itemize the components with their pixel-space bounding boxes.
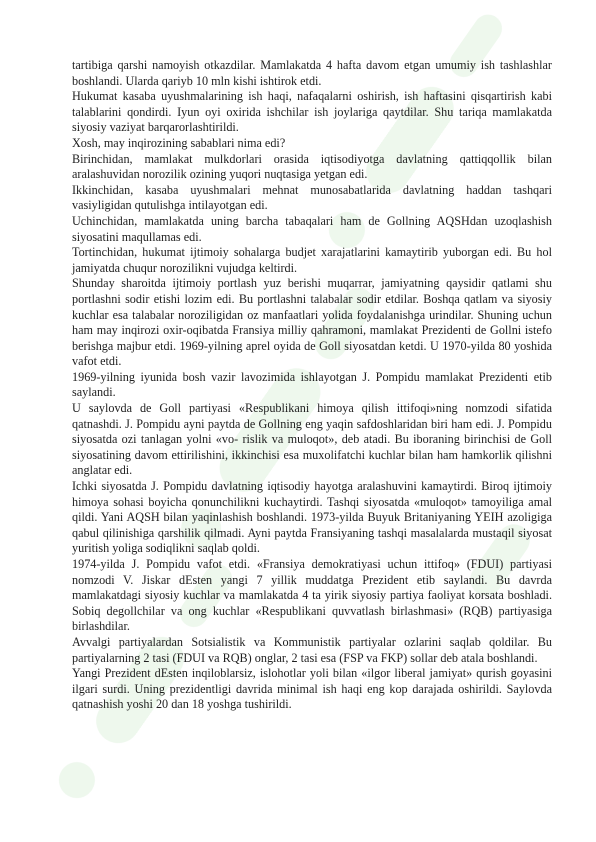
paragraph: Avvalgi partiyalardan Sotsialistik va Kommunistik partiyalar ozlarini saqlab qoldilar. Bu partiyalarning 2 tasi (FDUI va RQB) onglar, 2 tasi esa (FSP va FKP) sollar deb atala boshlandi. <box>72 634 552 665</box>
paragraph: 1969-yilning iyunida bosh vazir lavozimida ishlayotgan J. Pompidu mamlakat Prezidenti etib saylandi. <box>72 369 552 400</box>
paragraph: Xosh, may inqirozining sabablari nima edi? <box>72 135 286 150</box>
paragraph: 1974-yilda J. Pompidu vafot etdi. «Fransiya demokratiyasi uchun ittifoq» (FDUI) partiyasi nomzodi V. Jiskar dEsten yangi 7 yillik muddatga Prezident etib saylandi. Bu davrda mamlakatdagi siyosiy kuchlar va mamlakatda 4 ta yirik siyosiy partiya faoliyat korsata boshladi. Sobiq degollchilar va ong kuchlar «Respublikani quvvatlash birlashmasi» (RQB) partiyasiga birlashdilar. <box>72 557 552 634</box>
paragraph: Ichki siyosatda J. Pompidu davlatning iqtisodiy hayotga aralashuvini kamaytirdi. Biroq ijtimoiy himoya sohasi boyicha qonunchilikni kuchaytirdi. Tashqi siyosatda «muloqot» tamoyiliga amal qildi. Yani AQSH bilan yaqinlashish boshlandi. 1973-yilda Buyuk Britaniyaning YEIH azoligiga qabul qilinishiga qarshilik qilmadi. Ayni paytda Fransiyaning tashqi masalalarda mustaqil siyosat yuritish yoliga sodiqlikni saqlab qoldi. <box>72 479 552 556</box>
document-body <box>72 58 552 713</box>
paragraph: Shunday sharoitda ijtimoiy portlash yuz berishi muqarrar, jamiyatning qaysidir qatlami shu portlashni sodir etishi lozim edi. Bu portlashni talabalar sodir etdilar. Boshqa qatlam va siyosiy kuchlar esa talabalar noroziligidan oz manfaatlari yolida foydalanishga urindilar. Shuning uchun ham may inqirozi oxir-oqibatda Fransiya milliy qahramoni, mamlakat Prezidenti de Gollni istefo berishga majbur etdi. 1969-yilning aprel oyida de Goll siyosatdan ketdi. U 1970-yilda 80 yoshida vafot etdi. <box>72 276 552 369</box>
paragraph: tartibiga qarshi namoyish otkazdilar. Mamlakatda 4 hafta davom etgan umumiy ish tashlashlar boshlandi. Ularda qariyb 10 mln kishi ishtirok etdi. <box>72 58 552 88</box>
paragraph: Birinchidan, mamlakat mulkdorlari orasida iqtisodiyotga davlatning qattiqqollik bilan aralashuvidan norozilik ozining yuqori nuqtasiga yetgan edi. <box>72 151 552 182</box>
paragraph: Ikkinchidan, kasaba uyushmalari mehnat munosabatlarida davlatning haddan tashqari vasiyligidan qutulishga intilayotgan edi. <box>72 182 552 213</box>
paragraph: Yangi Prezident dEsten inqiloblarsiz, islohotlar yoli bilan «ilgor liberal jamiyat» qurish goyasini ilgari surdi. Uning prezidentligi davrida minimal ish haqi eng kop darajada oshirildi. Saylovda qatnashish yoshi 20 dan 18 yoshga tushirildi. <box>72 666 552 712</box>
paragraph: Tortinchidan, hukumat ijtimoiy sohalarga budjet xarajatlarini kamaytirib yuborgan edi. Bu hol jamiyatda chuqur norozilikni vujudga keltirdi. <box>72 245 552 275</box>
watermark-shape <box>52 755 102 805</box>
paragraph: Hukumat kasaba uyushmalarining ish haqi, nafaqalarni oshirish, ish haftasini qisqartirish kabi talablarini qondirdi. Iyun oyi oxirida ishchilar ish joylariga qaytdilar. Shu tariqa mamlakatda siyosiy vaziyat barqarorlashtirildi. <box>72 89 552 135</box>
paragraph: U saylovda de Goll partiyasi «Respublikani himoya qilish ittifoqi»ning nomzodi sifatida qatnashdi. J. Pompidu ayni paytda de Gollning eng yaqin safdoshlaridan biri ham edi. J. Pompidu siyosatda ozi tanlagan yolni «vo- rislik va muloqot», deb atadi. Bu iboraning birinchisi de Goll siyosatining davom ettirilishini, ikkinchisi esa muxolifatchi kuchlar bilan ham hamkorlik qilishni anglatar edi. <box>72 401 552 478</box>
paragraph: Uchinchidan, mamlakatda uning barcha tabaqalari ham de Gollning AQSHdan uzoqlashish siyosatini maqullamas edi. <box>72 213 552 244</box>
